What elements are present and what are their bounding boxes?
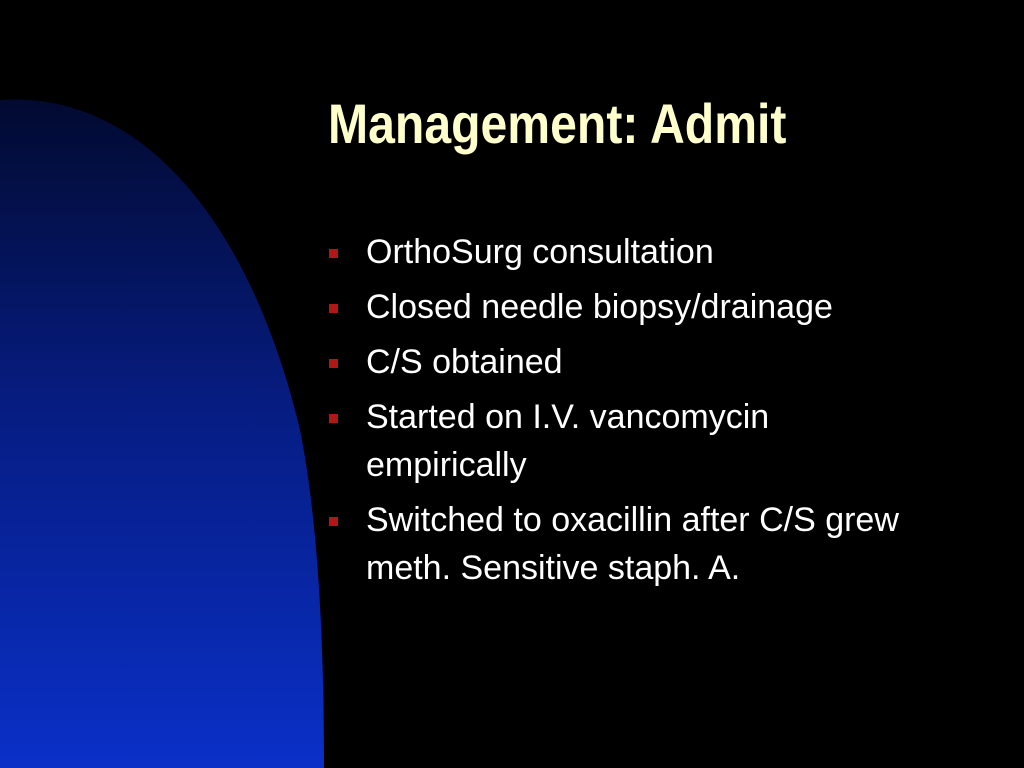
square-bullet-icon [329,414,338,423]
bullet-text: Closed needle biopsy/drainage [366,288,833,326]
bullet-item [327,338,927,386]
bullet-item [327,496,927,592]
square-bullet-icon [329,249,338,258]
bullet-text: Switched to oxacillin after C/S grew meth. Sensitive staph. A. [366,501,899,587]
slide-title: Management: Admit [328,92,787,155]
bullet-text: Started on I.V. vancomycin empirically [366,398,770,484]
bullet-text: C/S obtained [366,343,563,381]
bullet-item [327,393,927,489]
bullet-text: OrthoSurg consultation [366,233,714,271]
bullet-list [327,228,927,599]
bullet-item [327,228,927,276]
bullet-item [327,283,927,331]
square-bullet-icon [329,359,338,368]
square-bullet-icon [329,304,338,313]
square-bullet-icon [329,517,338,526]
